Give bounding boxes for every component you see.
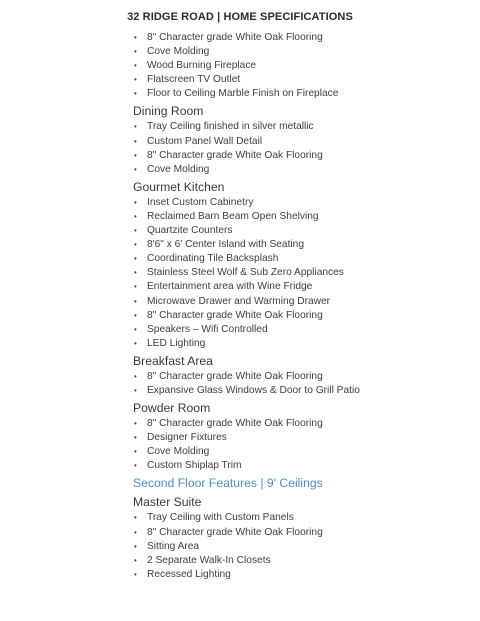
section-heading-powder-room: Powder Room	[133, 401, 211, 416]
list-item	[133, 295, 473, 309]
list-item	[133, 337, 473, 351]
list-item-text: Reclaimed Barn Beam Open Shelving	[147, 210, 319, 222]
bullet-icon: •	[134, 150, 137, 160]
list-item-text: Recessed Lighting	[147, 568, 231, 580]
list-item	[133, 238, 473, 252]
list-item-text: Floor to Ceiling Marble Finish on Fireplace	[147, 88, 339, 100]
list-item	[133, 196, 473, 210]
bullet-icon: •	[134, 371, 137, 381]
list-item	[133, 280, 473, 294]
list-item-text: Expansive Glass Windows & Door to Grill Patio	[147, 384, 360, 396]
bullet-icon: •	[134, 555, 137, 565]
list-item	[133, 370, 473, 384]
bullet-icon: •	[134, 282, 137, 292]
list-item	[133, 120, 473, 134]
list-item	[133, 266, 473, 280]
list-item-text: Cove Molding	[147, 446, 210, 458]
list-item	[133, 384, 473, 398]
list-item-text: 2 Separate Walk-In Closets	[147, 554, 271, 566]
list-item	[133, 45, 473, 59]
list-item	[133, 59, 473, 73]
list-item	[133, 135, 473, 149]
bullet-icon: •	[134, 254, 137, 264]
list-item-text: 8'6" x 6' Center Island with Seating	[147, 239, 305, 251]
bullet-icon: •	[134, 226, 137, 236]
list-item-text: Quartzite Counters	[147, 225, 233, 237]
bullet-icon: •	[134, 122, 137, 132]
list-item-text: Cove Molding	[147, 46, 210, 58]
bullet-icon: •	[134, 527, 137, 537]
bullet-icon: •	[134, 47, 137, 57]
list-item	[133, 31, 473, 45]
list-item-text: 8" Character grade White Oak Flooring	[147, 418, 323, 430]
bullet-icon: •	[134, 33, 137, 42]
list-item-text: 8" Character grade White Oak Flooring	[147, 370, 323, 382]
list-item-text: 8" Character grade White Oak Flooring	[147, 32, 323, 43]
list-item	[133, 431, 473, 445]
bullet-icon: •	[134, 164, 137, 174]
list-item	[133, 540, 473, 554]
list-item-text: Designer Fixtures	[147, 432, 227, 444]
list-item-text: 8" Character grade White Oak Flooring	[147, 149, 323, 161]
list-item-text: Tray Ceiling with Custom Panels	[147, 512, 294, 524]
list-item	[133, 309, 473, 323]
list-item	[133, 554, 473, 568]
list-item	[133, 511, 473, 525]
list-item-text: Coordinating Tile Backsplash	[147, 253, 279, 265]
bullet-icon: •	[134, 513, 137, 523]
list-item-text: 8" Character grade White Oak Flooring	[147, 526, 323, 538]
bullet-icon: •	[134, 569, 137, 579]
list-item	[133, 323, 473, 337]
list-item-text: Cove Molding	[147, 163, 210, 175]
section-heading-breakfast-area: Breakfast Area	[133, 353, 213, 368]
list-item	[133, 210, 473, 224]
bullet-icon: •	[134, 461, 137, 471]
bullet-icon: •	[134, 385, 137, 395]
list-item-text: Wood Burning Fireplace	[147, 60, 257, 72]
list-item	[133, 163, 473, 177]
bullet-icon: •	[134, 296, 137, 306]
bullet-icon: •	[134, 541, 137, 551]
bullet-icon: •	[134, 419, 137, 429]
list-item-text: Microwave Drawer and Warming Drawer	[147, 295, 331, 307]
list-item	[133, 445, 473, 459]
intro-list	[133, 31, 473, 101]
section-list	[133, 417, 473, 473]
list-item-text: Flatscreen TV Outlet	[147, 74, 241, 86]
list-item-text: Custom Panel Wall Detail	[147, 135, 263, 147]
bullet-icon: •	[134, 61, 137, 71]
list-item	[133, 252, 473, 266]
section-list	[133, 120, 473, 176]
list-item	[133, 568, 473, 582]
list-item-text: LED Lighting	[147, 337, 206, 349]
list-item	[133, 459, 473, 473]
list-item-text: Entertainment area with Wine Fridge	[147, 281, 313, 293]
bullet-icon: •	[134, 268, 137, 278]
bullet-icon: •	[134, 324, 137, 334]
list-item-text: 8" Character grade White Oak Flooring	[147, 309, 323, 321]
list-item-text: Inset Custom Cabinetry	[147, 196, 254, 208]
list-item-text: Tray Ceiling finished in silver metallic	[147, 121, 314, 133]
bullet-icon: •	[134, 75, 137, 85]
list-item	[133, 73, 473, 87]
section-heading-second-floor-features-9-ceilin: Second Floor Features | 9' Ceilings	[133, 476, 323, 491]
list-item	[133, 526, 473, 540]
section-list	[133, 511, 473, 581]
section-heading-master-suite: Master Suite	[133, 495, 202, 510]
specifications-content	[133, 31, 473, 582]
bullet-icon: •	[134, 338, 137, 348]
list-item-text: Stainless Steel Wolf & Sub Zero Appliances	[147, 267, 344, 279]
page-title: 32 RIDGE ROAD | HOME SPECIFICATIONS	[127, 11, 353, 23]
bullet-icon: •	[134, 89, 137, 99]
bullet-icon: •	[134, 310, 137, 320]
bullet-icon: •	[134, 433, 137, 443]
list-item	[133, 149, 473, 163]
bullet-icon: •	[134, 136, 137, 146]
list-item	[133, 224, 473, 238]
section-list	[133, 196, 473, 351]
section-heading-dining-room: Dining Room	[133, 104, 204, 119]
section-list	[133, 370, 473, 398]
bullet-icon: •	[134, 197, 137, 207]
section-heading-gourmet-kitchen: Gourmet Kitchen	[133, 179, 225, 194]
list-item	[133, 417, 473, 431]
list-item-text: Custom Shiplap Trim	[147, 460, 242, 472]
bullet-icon: •	[134, 447, 137, 457]
list-item-text: Speakers – Wifi Controlled	[147, 323, 268, 335]
list-item	[133, 87, 473, 101]
list-item-text: Sitting Area	[147, 540, 200, 552]
bullet-icon: •	[134, 240, 137, 250]
bullet-icon: •	[134, 211, 137, 221]
